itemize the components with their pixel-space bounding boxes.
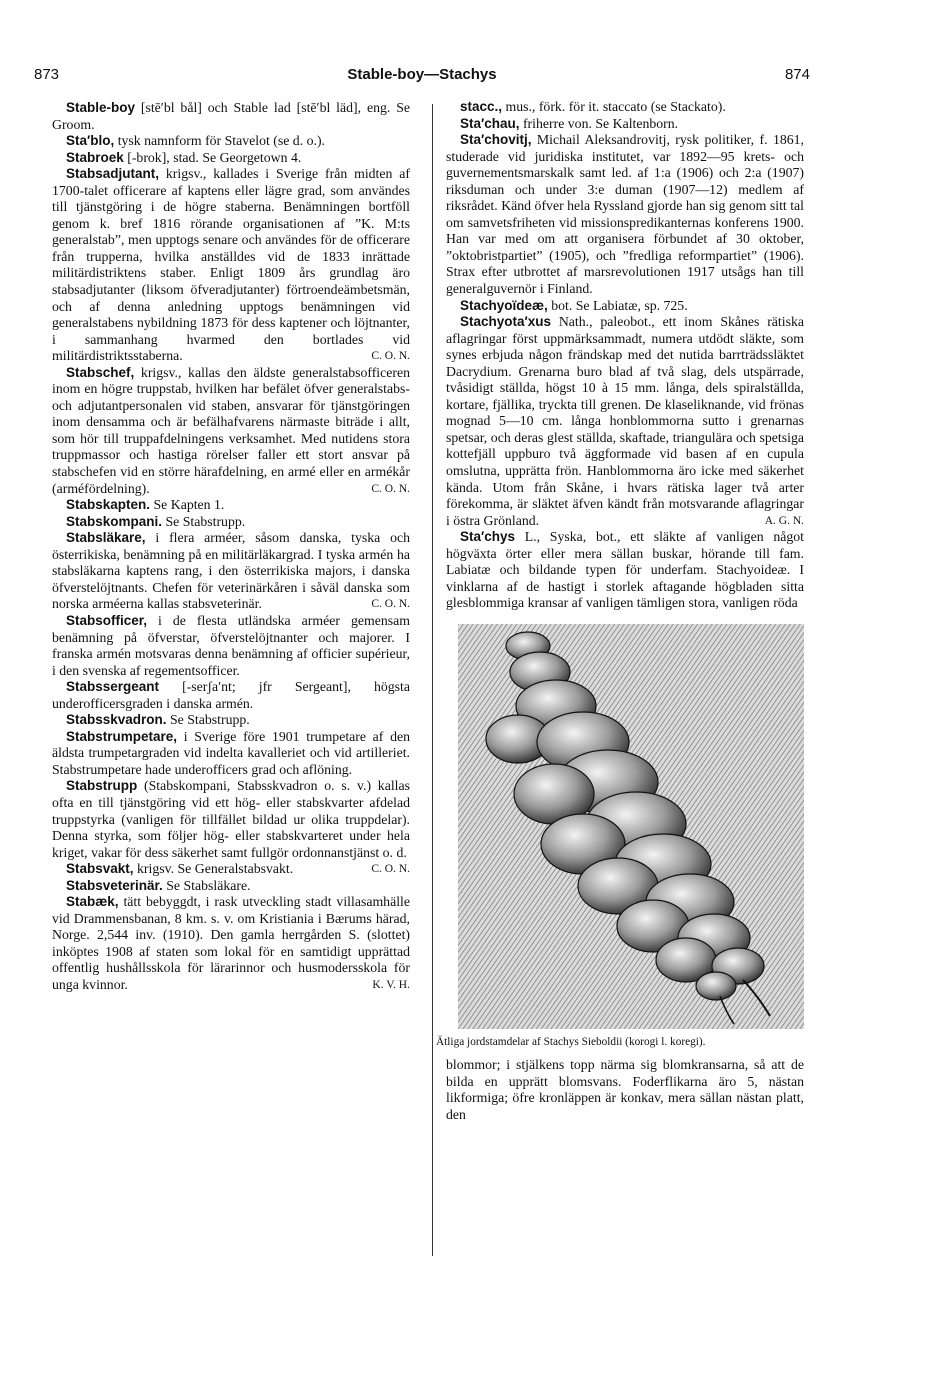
entry-text: Se Kapten 1.	[150, 497, 225, 513]
entry-headword: Sta′chau,	[460, 115, 520, 131]
entry-headword: Stabskompani.	[66, 513, 163, 529]
entry-headword: Stabsläkare,	[66, 530, 146, 546]
dictionary-entry	[52, 530, 410, 613]
entry-headword: Stabæk,	[66, 894, 119, 910]
author-signature: C. O. N.	[371, 350, 410, 363]
dictionary-entry	[52, 150, 410, 167]
dictionary-entry	[446, 298, 804, 315]
figure-caption	[436, 1035, 804, 1049]
column-divider	[432, 104, 433, 1256]
dictionary-entry	[446, 116, 804, 133]
dictionary-entry	[52, 166, 410, 365]
entry-text: i de flesta utländska arméer gemensam benämning på öfverstar, öfverstelöjtnanter och majorer. I franska armén motsvaras denna benämning af officier supérieur, i den svenska af regementsofficer.	[52, 612, 410, 678]
dictionary-entry	[52, 133, 410, 150]
right-column	[436, 99, 804, 1123]
entry-text: krigsv. Se Generalstabsvakt.	[133, 861, 294, 877]
entry-text: mus., förk. för it. staccato (se Stackato).	[502, 99, 726, 114]
entry-headword: Stabsskvadron.	[66, 712, 167, 728]
author-signature: K. V. H.	[372, 978, 410, 991]
dictionary-entry	[52, 894, 410, 993]
dictionary-entry	[446, 314, 804, 529]
entry-headword: Sta′chys	[460, 529, 516, 545]
entry-text: [-serʃa′nt; jfr Sergeant], högsta underofficersgraden i danska armén.	[52, 679, 410, 711]
entry-text: Michail Aleksandrovitj, rysk politiker, f. 1861, studerade vid juridiska institutet, var 1892—95 krets- och guvernementsmarskalk samt led. af 1:a (1906) och 2:a (1907) riksduman och under 3:e duman (1907—12) medlem af riksrådet. Känd öfver hela Ryssland gjorde han sig genom sitt tal om samvetsfriheten vid missionspredikanternas konferens 1900. Han var med om att organisera förbundet af 30 oktober, ”oktobristpartiet” (1905), och ”fredliga reformpartiet” (1906). Strax efter utbrottet af marsrevolutionen 1917 utsågs han till generalguvernör i Finland.	[446, 132, 804, 297]
entry-headword: stacc.,	[460, 99, 503, 114]
entry-headword: Stabstrupp	[66, 778, 138, 794]
entry-headword: Stabskapten.	[66, 497, 151, 513]
dictionary-entry	[52, 100, 410, 133]
dictionary-entry	[52, 729, 410, 779]
entry-headword: Stabstrumpetare,	[66, 728, 178, 744]
entry-text: i Sverige före 1901 trumpetare af den äldsta trumpetargraden vid indelta kavalleriet och vid artilleriet. Stabstrumpetare hade underofficers grad och aflöning.	[52, 728, 410, 777]
entry-headword: Stabsadjutant,	[66, 166, 160, 182]
entry-text: Se Stabstrupp.	[166, 712, 250, 728]
entry-text: Se Stabsläkare.	[162, 877, 251, 893]
entry-text: i flera arméer, såsom danska, tyska och österrikiska, benämning på en militärläkargrad. I tyska armén ha stabsläkarna kaptens rang, i den österrikiska majors, i danska öfverstelöjtnants. Chefen för veterinärkåren i såväl danska som norska arméerna kallas stabsveterinär.	[52, 530, 410, 612]
entry-headword: Stabsveterinär.	[66, 877, 163, 893]
page-number-left: 873	[34, 66, 60, 83]
entry-headword: Sta′blo,	[66, 133, 115, 149]
author-signature: A. G. N.	[764, 514, 804, 527]
entry-text: L., Syska, bot., ett släkte af vanligen något högväxta örter eller mera sällan buskar, hörande till fam. Labiatæ och bildande typen för underfam. Stachyoideæ. I vinklarna af de hastigt i storlek aftagande högbladen sitta glesblommiga kransar af vanligen tämligen stora, vanligen röda	[446, 529, 804, 611]
stachys-rhizome-illustration	[458, 624, 804, 1029]
entry-text: friherre von. Se Kaltenborn.	[519, 115, 679, 131]
dictionary-entry	[52, 878, 410, 895]
entry-text: krigsv., kallas den äldste generalstabsofficeren inom en högre truppstab, hvilken har befälet öfver generalstabs- och adjutantpersonalen vid staben, ansvarar för tjänstgöringen inom densamma och är befälhafvarens närmaste biträde i allt, som hör till truppafdelningens verksamhet. Med nutidens stora truppmassor och hastiga rörelser faller ett stort ansvar på stabschefen vid en större härafdelning, en armé eller en armékår (arméfördelning).	[52, 364, 410, 496]
entry-headword: Stabsvakt,	[66, 861, 134, 877]
right-column-entries	[446, 99, 804, 612]
dictionary-entry	[52, 497, 410, 514]
running-title: Stable-boy—Stachys	[347, 66, 497, 83]
entry-headword: Stachyota′xus	[460, 314, 552, 330]
entry-headword: Stabssergeant	[66, 679, 160, 695]
entry-text: [stē′bl bål] och Stable lad [stē′bl läd], eng. Se Groom.	[52, 100, 410, 132]
entry-text: Se Stabstrupp.	[162, 513, 246, 529]
author-signature: C. O. N.	[371, 482, 410, 495]
author-signature: C. O. N.	[371, 598, 410, 611]
entry-text: bot. Se Labiatæ, sp. 725.	[547, 297, 688, 313]
left-column	[52, 100, 410, 994]
entry-headword: Stabroek	[66, 149, 124, 165]
entry-headword: Sta′chovitj,	[460, 132, 532, 148]
figure-caption-text: Ätliga jordstamdelar af Stachys Sieboldii (korogi l. koregi).	[436, 1035, 706, 1048]
entry-text: [-brok], stad. Se Georgetown 4.	[123, 149, 302, 165]
dictionary-entry	[446, 99, 804, 116]
entry-text: tätt bebyggdt, i rask utveckling stadt villasamhälle vid Drammensbanan, 8 km. s. v. om Kristiania i Bærums härad, Norge. 2,544 inv. (1910). Den gamla herrgården S. (slottet) inköptes 1908 af staten som lokal för en samtidigt upprättad offentlig hushållsskola för lärarinnor och husmodersskola för unga kvinnor.	[52, 894, 410, 992]
continuation-paragraph: blommor; i stjälkens topp närma sig blomkransarna, så att de bilda en upprätt blomsvans. Foderflikarna äro 5, nästan likformiga; öfre kronläppen är konkav, mera sällan nästan platt, den	[446, 1056, 804, 1122]
dictionary-entry	[52, 679, 410, 712]
dictionary-entry	[52, 365, 410, 497]
entry-text: Nath., paleobot., ett inom Skånes rätiska aflagringar först uppmärksammadt, numera utdödt släkte, som synes erbjuda någon frändskap med det nutida barrträdssläktet Dacrydium. Grenarna buro blad af två slag, dels utspärrade, tvåsidigt ställda, högst 10 à 15 mm. långa, dels spiralställda, kortare, fjällika, tryckta till grenen. De klaseliknande, vid frönas mognad 5—10 cm. långa honblommorna sutto i grenarnas spetsar, och deras glest ställda, skaftade, triangulära och spetsiga kottefjäll uppburo två äggformade vid basen af en cupula omslutna, upprätta frön. Hanblommorna äro icke med säkerhet kända. Utom från Skåne, i hvars rätiska lager två arter förekomma, är släktet äfven kändt från motsvarande aflagringar i östra Grönland.	[446, 314, 804, 528]
author-signature: C. O. N.	[371, 863, 410, 876]
dictionary-entry	[52, 613, 410, 679]
dictionary-entry	[446, 132, 804, 297]
page-number-right: 874	[784, 66, 810, 83]
entry-headword: Stable-boy	[66, 100, 136, 115]
entry-text: tysk namnform för Stavelot (se d. o.).	[114, 133, 325, 149]
entry-text: (Stabskompani, Stabsskvadron o. s. v.) kallas ofta en till tjänstgöring vid ett hög- eller stabskvarter afdelad truppstyrka (vanligen för tillfället bildad ur olika truppdelar). Denna styrka, som följer hög- eller stabskvarteret under hela kriget, vakar för dess säkerhet samt fullgör ordonnanstjänst o. d.	[52, 778, 410, 860]
entry-text: krigsv., kallades i Sverige från midten af 1700-talet officerare af kaptens eller lägre grad, som användes till tjänstgöring i de högre staberna. Benämningen bortföll genom k. bref 1816 rörande organisationen af ”K. M:ts generalstab”, men upptogs senare och användes för de officerare från trupperna, hvilka anställdes vid de 1833 inrättade militärdistriktens staber. Enligt 1809 års grundlag äro stabsadjutanter (liksom öfveradjutanter) förtroendeämbetsmän, och af denna anledning upptogs benämningen vid generalstabens nybildning 1873 för dess kaptener och löjtnanter, i sammanhang hvarmed den bortlades vid militärdistriktsstaberna.	[52, 166, 410, 364]
page-header	[34, 66, 810, 90]
dictionary-entry	[52, 514, 410, 531]
dictionary-entry	[446, 529, 804, 612]
entry-headword: Stabschef,	[66, 364, 135, 380]
rhizome-engraving	[458, 624, 804, 1029]
entry-headword: Stachyoïdeæ,	[460, 297, 548, 313]
dictionary-entry	[52, 712, 410, 729]
entry-headword: Stabsofficer,	[66, 612, 148, 628]
